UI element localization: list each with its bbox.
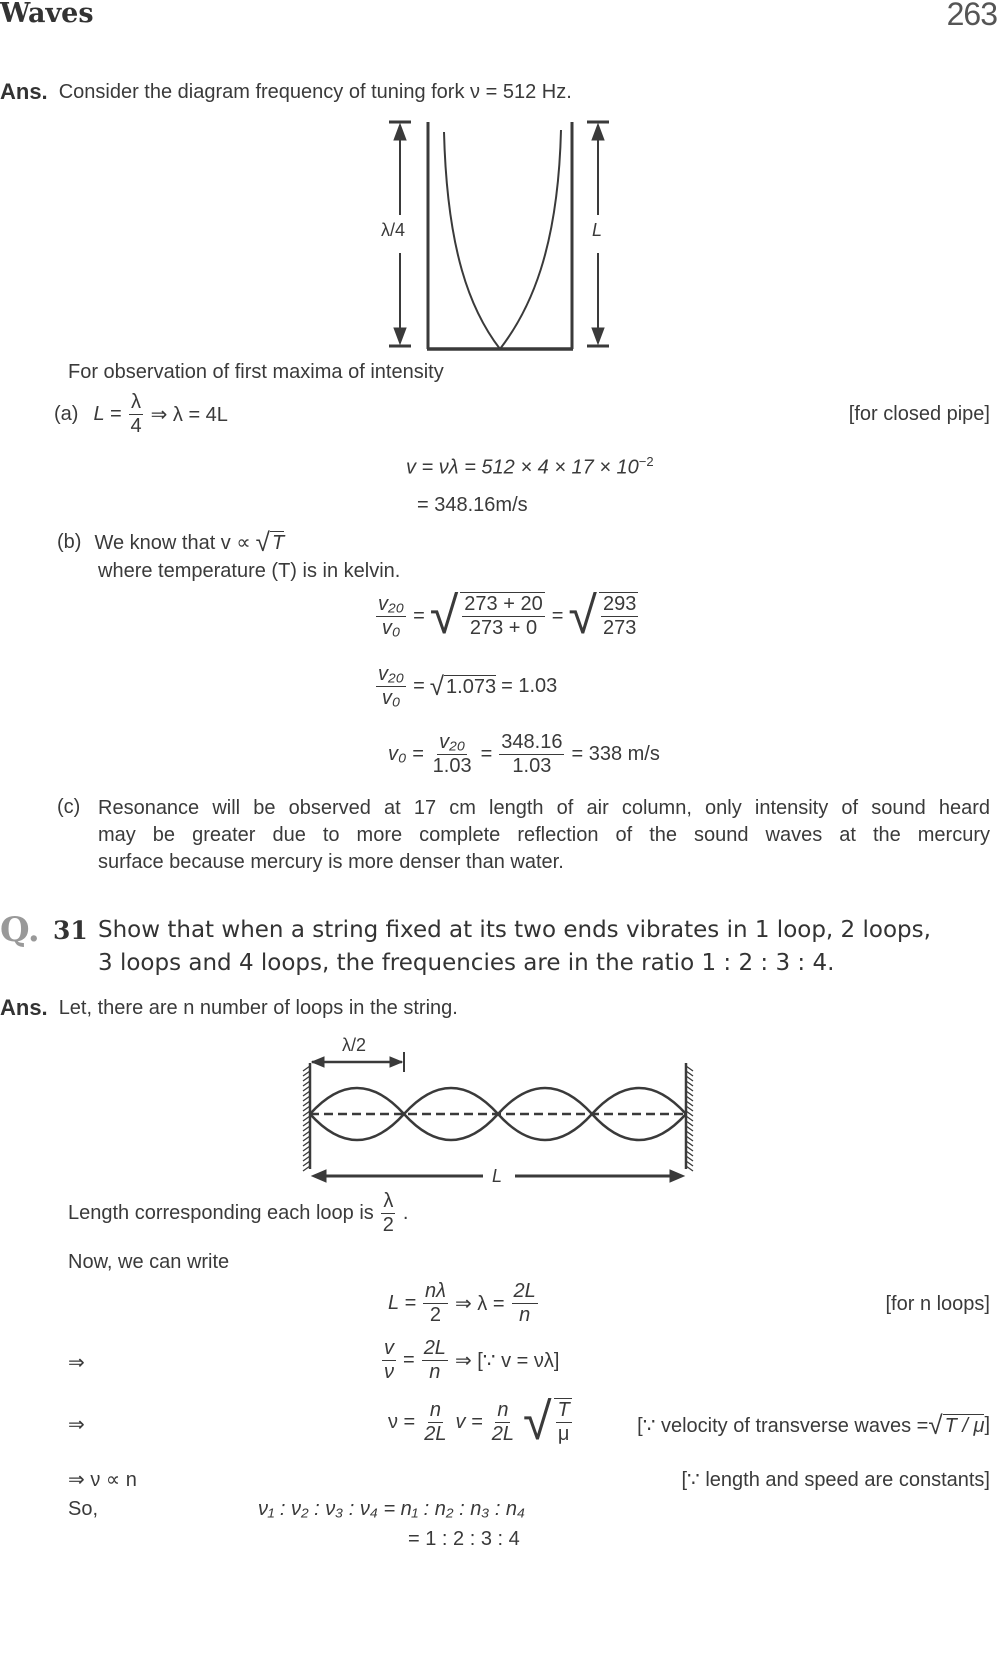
fig1-length-label: L	[592, 220, 603, 240]
radicand: T	[271, 531, 285, 554]
fig1-lambda-quarter-label: λ/4	[381, 220, 406, 240]
numerator: λ	[131, 391, 142, 413]
loop-equation	[388, 1280, 540, 1327]
ratio-result: = 1 : 2 : 3 : 4	[408, 1528, 520, 1550]
velocity-result: = 348.16m/s	[417, 494, 528, 516]
eq-term: = 1.03	[501, 675, 558, 697]
equals: =	[413, 675, 425, 697]
answer-intro	[0, 995, 458, 1021]
fraction	[422, 1399, 448, 1446]
numerator: n	[497, 1398, 509, 1421]
part-label: (a)	[54, 403, 79, 425]
fraction	[423, 1280, 448, 1327]
period: .	[402, 1202, 409, 1224]
fraction	[512, 1280, 538, 1327]
numerator: T	[557, 1399, 570, 1421]
numerator: 348.16	[501, 731, 563, 753]
denominator: 4	[130, 415, 142, 437]
fraction	[382, 1337, 396, 1384]
denominator: 2	[429, 1304, 442, 1326]
transverse-velocity-note	[637, 1410, 990, 1441]
part-c-line: may be greater due to more complete reflection of the sound waves at the mercury	[98, 824, 990, 846]
denominator: 1.03	[432, 755, 472, 777]
loop-length-statement	[68, 1190, 408, 1237]
numerator: v₂₀	[378, 663, 405, 685]
part-label: (c)	[57, 796, 81, 818]
sqrt: √ $\frac{293}{273}$	[568, 587, 637, 645]
implies-symbol: ⇒	[68, 1414, 85, 1436]
denominator: 1.03	[512, 755, 552, 777]
sqrt: √ $\frac{273 + 20}{273 + 0}$	[429, 587, 543, 645]
fraction	[376, 663, 406, 710]
radicand: T / μ	[944, 1414, 985, 1437]
fig2-length-label: L	[492, 1166, 503, 1186]
fraction	[431, 731, 474, 778]
eq-term: ⇒ λ =	[454, 1293, 505, 1315]
fraction	[499, 731, 564, 778]
velocity-equation	[406, 454, 654, 480]
eq-term: L =	[388, 1292, 416, 1314]
denominator: n	[429, 1361, 441, 1383]
frequency-equation	[388, 1393, 574, 1451]
fraction	[128, 391, 143, 438]
part-c-line: surface because mercury is more denser than water.	[98, 851, 564, 873]
now-text: Now, we can write	[68, 1251, 230, 1273]
eq-term: v =	[455, 1410, 483, 1433]
constants-note: [∵ length and speed are constants]	[681, 1469, 990, 1491]
eq-term: ⇒ λ = 4L	[150, 404, 228, 426]
fraction	[460, 592, 544, 640]
denominator: μ	[557, 1423, 570, 1445]
observation-text: For observation of first maxima of intensity	[68, 361, 444, 383]
ans-label: Ans.	[0, 995, 48, 1020]
numerator: v	[384, 1337, 394, 1359]
fig2-half-wavelength-label: λ/2	[342, 1035, 367, 1055]
numerator: 2L	[423, 1337, 446, 1359]
equals: =	[403, 1349, 415, 1371]
ans-label: Ans.	[0, 79, 48, 104]
part-c-line: Resonance will be observed at 17 cm length of air column, only intensity of sound heard	[98, 797, 990, 819]
chapter-title: Waves	[0, 0, 94, 29]
part-a-equation	[54, 391, 228, 438]
question-number: 31	[53, 916, 88, 945]
statement-text: We know that v ∝	[94, 532, 251, 554]
sqrt: √ T / μ	[928, 1410, 985, 1440]
eq-term: ν =	[388, 1410, 416, 1433]
sqrt: √ T	[255, 527, 285, 557]
numerator: 293	[602, 593, 637, 615]
denominator: 2L	[424, 1422, 447, 1445]
eq-term: v₀ =	[388, 743, 424, 765]
equals: =	[480, 743, 493, 765]
page-number: 263	[946, 0, 997, 32]
answer-text: Consider the diagram frequency of tuning fork ν = 512 Hz.	[58, 80, 572, 103]
fraction	[422, 1337, 448, 1384]
question-mark-label: Q.	[0, 910, 40, 950]
statement-text: Length corresponding each loop is	[68, 1202, 374, 1224]
part-b-statement	[57, 527, 284, 558]
numerator: 273 + 20	[464, 593, 543, 615]
n-loops-note: [for n loops]	[885, 1293, 990, 1315]
fraction	[376, 593, 406, 640]
eq-term: = 338 m/s	[571, 743, 660, 765]
fraction	[554, 1398, 572, 1446]
eq-term: v = νλ = 512 × 4 × 17 × 10	[406, 456, 639, 479]
exponent: −2	[638, 454, 654, 469]
denominator: n	[519, 1304, 531, 1326]
v0-equation	[388, 731, 660, 778]
part-label: (b)	[57, 531, 82, 553]
so-label: So,	[68, 1498, 99, 1520]
numerator: n	[429, 1398, 441, 1421]
sqrt: √ 1.073	[429, 671, 497, 701]
ratio-equation	[374, 587, 640, 645]
closed-pipe-note: [for closed pipe]	[848, 403, 990, 425]
question-line: 3 loops and 4 loops, the frequencies are in the ratio 1 : 2 : 3 : 4.	[98, 950, 835, 976]
note-text: [∵ velocity of transverse waves =	[637, 1415, 929, 1437]
radicand: 1.073	[446, 675, 497, 698]
fraction	[381, 1190, 396, 1237]
frequency-ratio-equation	[380, 1337, 559, 1384]
denominator: v₀	[381, 616, 401, 639]
implies-symbol: ⇒	[68, 1352, 85, 1374]
equals: =	[413, 604, 425, 627]
denominator: 2	[382, 1214, 394, 1236]
question-line: Show that when a string fixed at its two ends vibrates in 1 loop, 2 loops,	[98, 917, 931, 943]
denominator: 273 + 0	[469, 617, 538, 639]
fraction	[490, 1399, 516, 1446]
frequency-ratio: ν₁ : ν₂ : ν₃ : ν₄ = n₁ : n₂ : n₃ : n₄	[258, 1498, 526, 1520]
temperature-note: where temperature (T) is in kelvin.	[98, 560, 401, 582]
eq-term: ⇒ [∵ v = νλ]	[454, 1350, 560, 1372]
standing-wave-curve	[444, 130, 561, 349]
note-text: ]	[984, 1414, 990, 1436]
eq-term: L =	[93, 403, 122, 425]
numerator: v₂₀	[439, 731, 466, 753]
closed-pipe-diagram	[389, 122, 609, 349]
answer-text: Let, there are n number of loops in the string.	[58, 996, 458, 1019]
fraction	[599, 592, 638, 640]
sqrt: √ $\frac{T}{\mu}$	[523, 1393, 570, 1451]
equals: =	[551, 604, 564, 627]
numerator: λ	[383, 1190, 394, 1212]
proportionality-statement: ⇒ ν ∝ n	[68, 1469, 137, 1491]
numerator: v₂₀	[378, 592, 405, 615]
ratio-value-equation	[374, 663, 557, 710]
denominator: 2L	[491, 1422, 514, 1445]
denominator: 273	[602, 617, 637, 639]
numerator: nλ	[425, 1280, 446, 1302]
denominator: v₀	[381, 687, 401, 709]
numerator: 2L	[513, 1280, 536, 1302]
string-loops-diagram	[303, 1052, 693, 1182]
denominator: ν	[384, 1361, 394, 1383]
